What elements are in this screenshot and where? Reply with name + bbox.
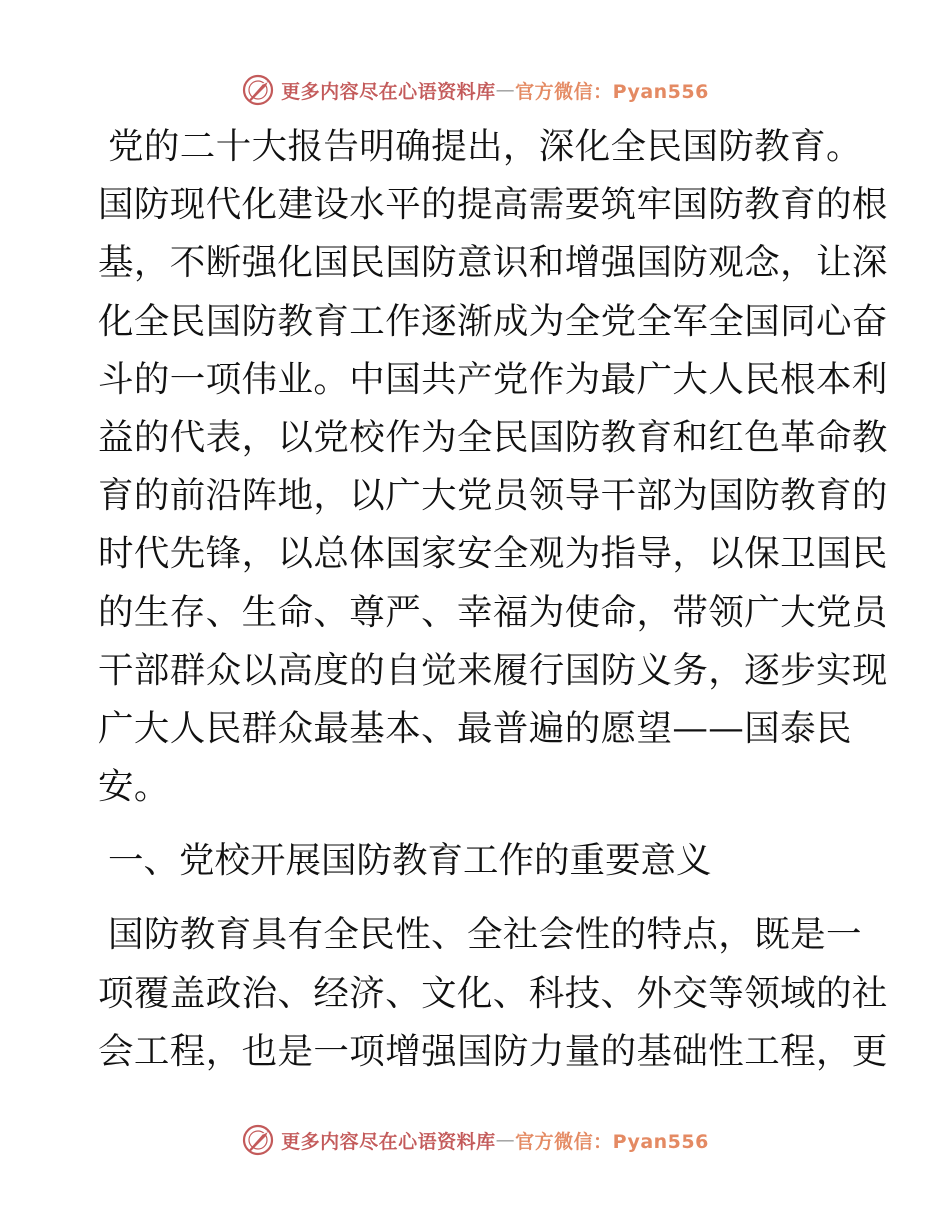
banner-main-text: 更多内容尽在心语资料库 [281,1130,496,1153]
text-line: 会工程，也是一项增强国防力量的基础性工程，更 [98,1030,888,1072]
text-line: 国防教育具有全民性、全社会性的特点，既是一 [108,914,862,956]
banner-main-text: 更多内容尽在心语资料库 [281,80,496,103]
text-line: 安。 [98,766,170,808]
banner-wechat-text: 官方微信：Pyan556 [515,1130,709,1153]
paragraph-1 [98,118,888,816]
header-watermark-banner [0,70,950,110]
text-line: 项覆盖政治、经济、文化、科技、外交等领域的社 [98,972,888,1014]
text-line: 的生存、生命、尊严、幸福为使命，带领广大党员 [98,591,888,633]
text-line: 干部群众以高度的自觉来履行国防义务，逐步实现 [98,649,888,691]
quill-logo-icon [241,73,275,107]
text-line: 化全民国防教育工作逐渐成为全党全军全国同心奋 [98,300,888,342]
banner-dash: — [495,1129,516,1151]
section-heading: 一、党校开展国防教育工作的重要意义 [108,840,712,882]
text-line: 党的二十大报告明确提出，深化全民国防教育。 [108,126,862,167]
footer-watermark-banner [0,1120,950,1160]
banner-wechat-text: 官方微信：Pyan556 [515,80,709,103]
text-line: 基，不断强化国民国防意识和增强国防观念，让深 [98,242,888,284]
quill-logo-icon [241,1123,275,1157]
text-line: 育的前沿阵地，以广大党员领导干部为国防教育的 [98,475,888,517]
document-body [98,118,888,1081]
text-line: 广大人民群众最基本、最普遍的愿望——国泰民 [98,708,852,750]
text-line: 国防现代化建设水平的提高需要筑牢国防教育的根 [98,184,888,226]
text-line: 斗的一项伟业。中国共产党作为最广大人民根本利 [98,358,888,400]
paragraph-2 [98,906,888,1081]
banner-dash: — [495,79,516,101]
text-line: 益的代表，以党校作为全民国防教育和红色革命教 [98,417,888,459]
text-line: 时代先锋，以总体国家安全观为指导，以保卫国民 [98,533,888,575]
